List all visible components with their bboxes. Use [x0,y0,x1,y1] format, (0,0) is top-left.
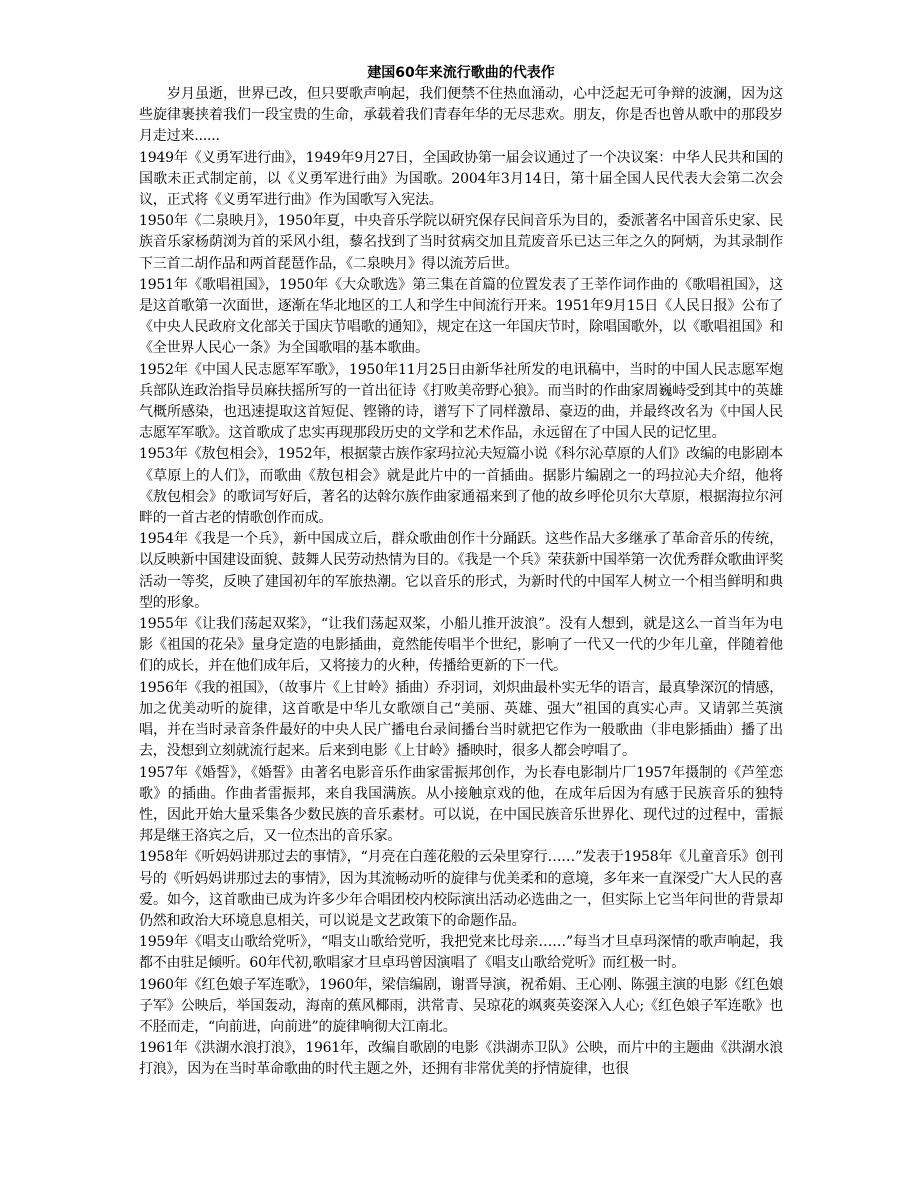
entry-1951-paragraph: 1951年《歌唱祖国》，1950年《大众歌选》第三集在首篇的位置发表了王莘作词作曲的《歌唱祖国》，这是这首歌第一次面世，逐渐在华北地区的工人和学生中间流行开来。1951年9月15日《人民日报》公布了《中央人民政府文化部关于国庆节唱歌的通知》，规定在这一年国庆节时，除唱国歌外，以《歌唱祖国》和《全世界人民心一条》为全国歌唱的基本歌曲。 [139,276,783,357]
entry-1961-paragraph: 1961年《洪湖水浪打浪》，1961年，改编自歌剧的电影《洪湖赤卫队》公映，而片中的主题曲《洪湖水浪打浪》，因为在当时革命歌曲的时代主题之外，还拥有非常优美的抒情旋律，也很 [139,1040,783,1078]
document-title: 建国60年来流行歌曲的代表作 [367,65,555,81]
entry-1953-paragraph: 1953年《敖包相会》，1952年，根据蒙古族作家玛拉沁夫短篇小说《科尔沁草原的人们》改编的电影剧本《草原上的人们》，而歌曲《敖包相会》就是此片中的一首插曲。据影片编剧之一的玛拉沁夫介绍，他将《敖包相会》的歌词写好后，著名的达斡尔族作曲家通福来到了他的故乡呼伦贝尔大草原，根据海拉尔河畔的一首古老的情歌创作而成。 [139,446,783,527]
entry-1957-paragraph: 1957年《婚誓》，《婚誓》由著名电影音乐作曲家雷振邦创作，为长春电影制片厂1957年摄制的《芦笙恋歌》的插曲。作曲者雷振邦，来自我国满族。从小接触京戏的他，在成年后因为有感于民族音乐的独特性，因此开始大量采集各少数民族的音乐素材。可以说，在中国民族音乐世界化、现代过的过程中，雷振邦是继王洛宾之后，又一位杰出的音乐家。 [139,764,783,845]
entry-1958-paragraph: 1958年《听妈妈讲那过去的事情》，“月亮在白莲花般的云朵里穿行……”发表于1958年《儿童音乐》创刊号的《听妈妈讲那过去的事情》，因为其流畅动听的旋律与优美柔和的意境，多年来一直深受广大人民的喜爱。如今，这首歌曲已成为许多少年合唱团校内校际演出活动必选曲之一，但实际上它当年问世的背景却仍然和政治大环境息息相关，可以说是文艺政策下的命题作品。 [139,849,783,929]
entry-1950-paragraph: 1950年《二泉映月》，1950年夏，中央音乐学院以研究保存民间音乐为目的，委派著名中国音乐史家、民族音乐家杨荫浏为首的采风小组，藜名找到了当时贫病交加且荒废音乐已达三年之久的阿炳，为其录制作下三首二胡作品和两首琵琶作品，《二泉映月》得以流芳后世。 [139,213,783,272]
intro-paragraph: 岁月虽逝，世界已改，但只要歌声响起，我们便禁不住热血涌动，心中泛起无可争辩的波澜，因为这些旋律裹挟着我们一段宝贵的生命，承载着我们青春年华的无尽悲欢。朋友，你是否也曾从歌中的那段岁月走过来...... [139,86,783,145]
entry-1959-paragraph: 1959年《唱支山歌给党听》，“唱支山歌给党听，我把党来比母亲……”每当才旦卓玛深情的歌声响起，我都不由驻足倾听。60年代初,歌唱家才旦卓玛曾因演唱了《唱支山歌给党听》而红极一时。 [139,934,783,972]
entry-1960-paragraph: 1960年《红色娘子军连歌》，1960年，梁信编剧，谢晋导演，祝希娟、王心刚、陈强主演的电影《红色娘子军》公映后，举国轰动，海南的蕉风椰雨，洪常青、吴琼花的飒爽英姿深入人心;《红色娘子军连歌》也不胫而走，“向前进，向前进”的旋律响彻大江南北。 [139,976,783,1035]
entry-1952-paragraph: 1952年《中国人民志愿军军歌》，1950年11月25日由新华社所发的电讯稿中，当时的中国人民志愿军炮兵部队连政治指导员麻扶摇所写的一首出征诗《打败美帝野心狼》。而当时的作曲家周巍峙受到其中的英雄气概所感染，也迅速提取这首短促、铿锵的诗，谱写下了同样激昂、豪迈的曲，并最终改名为《中国人民志愿军军歌》。这首歌成了忠实再现那段历史的文学和艺术作品，永远留在了中国人民的记忆里。 [139,361,783,442]
entry-1955-paragraph: 1955年《让我们荡起双桨》，“让我们荡起双桨，小船儿推开波浪”。没有人想到，就是这么一首当年为电影《祖国的花朵》量身定造的电影插曲，竟然能传唱半个世纪，影响了一代又一代的少年儿童，伴随着他们的成长，并在他们成年后，又将接力的火种，传播给更新的下一代。 [139,616,783,675]
entry-1954-paragraph: 1954年《我是一个兵》，新中国成立后，群众歌曲创作十分踊跃。这些作品大多继承了革命音乐的传统，以反映新中国建设面貌、鼓舞人民劳动热情为目的。《我是一个兵》荣获新中国举第一次优秀群众歌曲评奖活动一等奖，反映了建国初年的军旅热潮。它以音乐的形式，为新时代的中国军人树立一个相当鲜明和典型的形象。 [139,531,783,611]
entry-1949-paragraph: 1949年《义勇军进行曲》，1949年9月27日，全国政协第一届会议通过了一个决议案：中华人民共和国的国歌未正式制定前，以《义勇军进行曲》为国歌。2004年3月14日，第十届全国人民代表大会第二次会议，正式将《义勇军进行曲》作为国歌写入宪法。 [139,149,783,209]
document-page [139,62,783,1081]
entry-1956-paragraph: 1956年《我的祖国》，（故事片《上甘岭》插曲）乔羽词，刘炽曲最朴实无华的语言，最真挚深沉的情感，加之优美动听的旋律，这首歌是中华儿女歌颂自己“美丽、英雄、强大”祖国的真实心声。又请郭兰英演唱，并在当时录音条件最好的中央人民广播电台录间播台当时就把它作为一般歌曲（非电影插曲）播了出去，没想到立刻就流行起来。后来到电影《上甘岭》播映时，很多人都会哼唱了。 [139,679,783,760]
